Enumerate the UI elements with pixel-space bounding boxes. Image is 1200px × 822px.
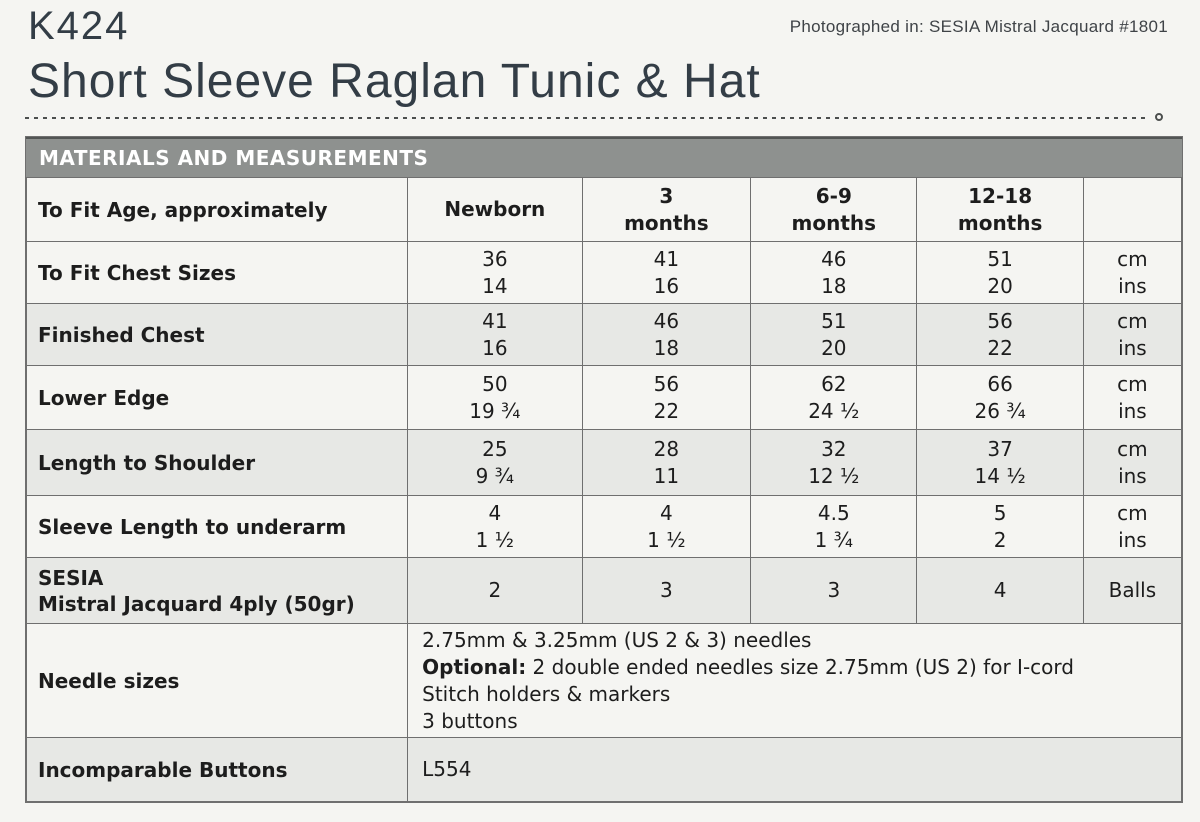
value-cell <box>408 304 582 366</box>
ins-value: 20 <box>821 335 847 360</box>
value-cell <box>751 496 917 558</box>
table-row-chest <box>27 242 1182 304</box>
row-label <box>27 558 408 624</box>
balls-value: 3 <box>827 578 841 603</box>
value-cell <box>751 558 917 624</box>
needles-line <box>422 654 1181 681</box>
ins-value: 26 ¾ <box>974 398 1026 423</box>
value-cell <box>751 304 917 366</box>
optional-label: Optional: <box>422 654 527 679</box>
cut-line <box>25 117 1150 119</box>
ins-value: 19 ¾ <box>469 398 521 423</box>
units-cell <box>1083 304 1181 366</box>
value-cell <box>582 304 751 366</box>
table-row-length-to-shoulder <box>27 430 1182 496</box>
unit-cm: cm <box>1117 247 1148 272</box>
size-line: months <box>624 210 709 235</box>
section-header: MATERIALS AND MEASUREMENTS <box>26 137 1182 177</box>
cm-value: 50 <box>482 372 508 397</box>
value-cell <box>917 558 1083 624</box>
cm-value: 4 <box>488 501 502 526</box>
cm-value: 25 <box>482 437 508 462</box>
row-label: Incomparable Buttons <box>27 738 408 802</box>
size-col-12-18m <box>917 178 1083 242</box>
units-cell: Balls <box>1083 558 1181 624</box>
value-cell <box>582 366 751 430</box>
balls-value: 2 <box>488 578 502 603</box>
photographed-in-note: Photographed in: SESIA Mistral Jacquard #1801 <box>789 17 1168 36</box>
ins-value: 9 ¾ <box>475 463 515 488</box>
value-cell <box>582 430 751 496</box>
table-row-finished-chest <box>27 304 1182 366</box>
value-cell <box>751 430 917 496</box>
value-cell <box>751 366 917 430</box>
value-cell <box>408 366 582 430</box>
ins-value: 18 <box>821 273 847 298</box>
ins-value: 18 <box>653 335 680 360</box>
size-line: months <box>791 210 877 235</box>
ins-value: 22 <box>987 335 1013 360</box>
cm-value: 56 <box>653 372 680 397</box>
needles-line <box>422 627 1181 654</box>
needles-line <box>422 708 1181 735</box>
value-cell <box>408 558 582 624</box>
needles-text: 2.75mm & 3.25mm (US 2 & 3) needles <box>422 627 812 652</box>
units-cell <box>1083 242 1181 304</box>
table-row-lower-edge <box>27 366 1182 430</box>
ins-value: 1 ¾ <box>814 527 854 552</box>
table-row-sleeve-length <box>27 496 1182 558</box>
needles-detail-cell <box>408 624 1182 738</box>
unit-ins: ins <box>1118 273 1147 298</box>
balls-value: 3 <box>659 578 673 603</box>
ins-value: 20 <box>987 273 1013 298</box>
ins-value: 24 ½ <box>808 398 860 423</box>
value-cell <box>917 496 1083 558</box>
unit-ins: ins <box>1118 463 1147 488</box>
cm-value: 56 <box>987 309 1013 334</box>
row-label: Sleeve Length to underarm <box>27 496 408 558</box>
unit-cm: cm <box>1117 372 1148 397</box>
pattern-code: K424 <box>28 4 130 48</box>
value-cell <box>751 242 917 304</box>
value-cell <box>582 242 751 304</box>
needles-text: Stitch holders & markers <box>422 681 671 706</box>
row-label: Needle sizes <box>27 624 408 738</box>
needles-text: 3 buttons <box>422 708 518 733</box>
cm-value: 66 <box>987 372 1013 397</box>
table-row-ages <box>27 178 1182 242</box>
unit-cm: cm <box>1117 309 1148 334</box>
cm-value: 41 <box>482 309 508 334</box>
value-cell <box>408 242 582 304</box>
ins-value: 11 <box>653 463 680 488</box>
row-label: To Fit Age, approximately <box>27 178 408 242</box>
cm-value: 46 <box>821 247 847 272</box>
balls-value: 4 <box>993 578 1007 603</box>
unit-ins: ins <box>1118 527 1147 552</box>
ins-value: 2 <box>993 527 1007 552</box>
yarn-brand: SESIA <box>38 565 104 590</box>
ins-value: 16 <box>653 273 680 298</box>
units-cell <box>1083 496 1181 558</box>
ins-value: 1 ½ <box>647 527 686 552</box>
units-cell <box>1083 178 1181 242</box>
needles-line <box>422 681 1181 708</box>
value-cell <box>917 304 1083 366</box>
cm-value: 62 <box>821 372 847 397</box>
cm-value: 4 <box>659 501 673 526</box>
measurements-grid <box>26 177 1182 802</box>
unit-ins: ins <box>1118 335 1147 360</box>
value-cell <box>917 430 1083 496</box>
table-row-needles <box>27 624 1182 738</box>
cm-value: 41 <box>653 247 680 272</box>
row-label: Length to Shoulder <box>27 430 408 496</box>
cm-value: 32 <box>821 437 847 462</box>
ins-value: 16 <box>482 335 508 360</box>
cm-value: 51 <box>987 247 1013 272</box>
value-cell <box>582 496 751 558</box>
ins-value: 12 ½ <box>808 463 860 488</box>
value-cell <box>408 496 582 558</box>
ins-value: 1 ½ <box>475 527 515 552</box>
size-line: 12-18 <box>968 184 1033 209</box>
value-cell <box>917 366 1083 430</box>
size-line: 3 <box>659 184 674 209</box>
cm-value: 46 <box>653 309 680 334</box>
materials-table <box>25 136 1183 803</box>
size-col-3m <box>582 178 751 242</box>
page-title: Short Sleeve Raglan Tunic & Hat <box>28 55 761 108</box>
table-row-yarn <box>27 558 1182 624</box>
cm-value: 28 <box>653 437 680 462</box>
table-row-buttons <box>27 738 1182 802</box>
value-cell <box>408 430 582 496</box>
row-label: Lower Edge <box>27 366 408 430</box>
ins-value: 14 <box>482 273 508 298</box>
yarn-name: Mistral Jacquard 4ply (50gr) <box>38 591 355 616</box>
cm-value: 4.5 <box>817 501 850 526</box>
needles-text: 2 double ended needles size 2.75mm (US 2) for I-cord <box>526 654 1074 679</box>
size-line: 6-9 <box>815 184 852 209</box>
cm-value: 51 <box>821 309 847 334</box>
cm-value: 5 <box>993 501 1007 526</box>
unit-cm: cm <box>1117 501 1148 526</box>
unit-ins: ins <box>1118 398 1147 423</box>
size-col-newborn <box>408 178 582 242</box>
units-cell <box>1083 366 1181 430</box>
value-cell <box>582 558 751 624</box>
cm-value: 37 <box>987 437 1013 462</box>
size-col-6-9m <box>751 178 917 242</box>
size-line: months <box>957 210 1043 235</box>
cut-end-circle-icon <box>1155 113 1163 121</box>
value-cell <box>917 242 1083 304</box>
size-line: Newborn <box>444 197 546 222</box>
ins-value: 22 <box>653 398 680 423</box>
cm-value: 36 <box>482 247 508 272</box>
unit-cm: cm <box>1117 437 1148 462</box>
row-label: To Fit Chest Sizes <box>27 242 408 304</box>
buttons-code-cell: L554 <box>408 738 1182 802</box>
row-label: Finished Chest <box>27 304 408 366</box>
units-cell <box>1083 430 1181 496</box>
ins-value: 14 ½ <box>974 463 1026 488</box>
